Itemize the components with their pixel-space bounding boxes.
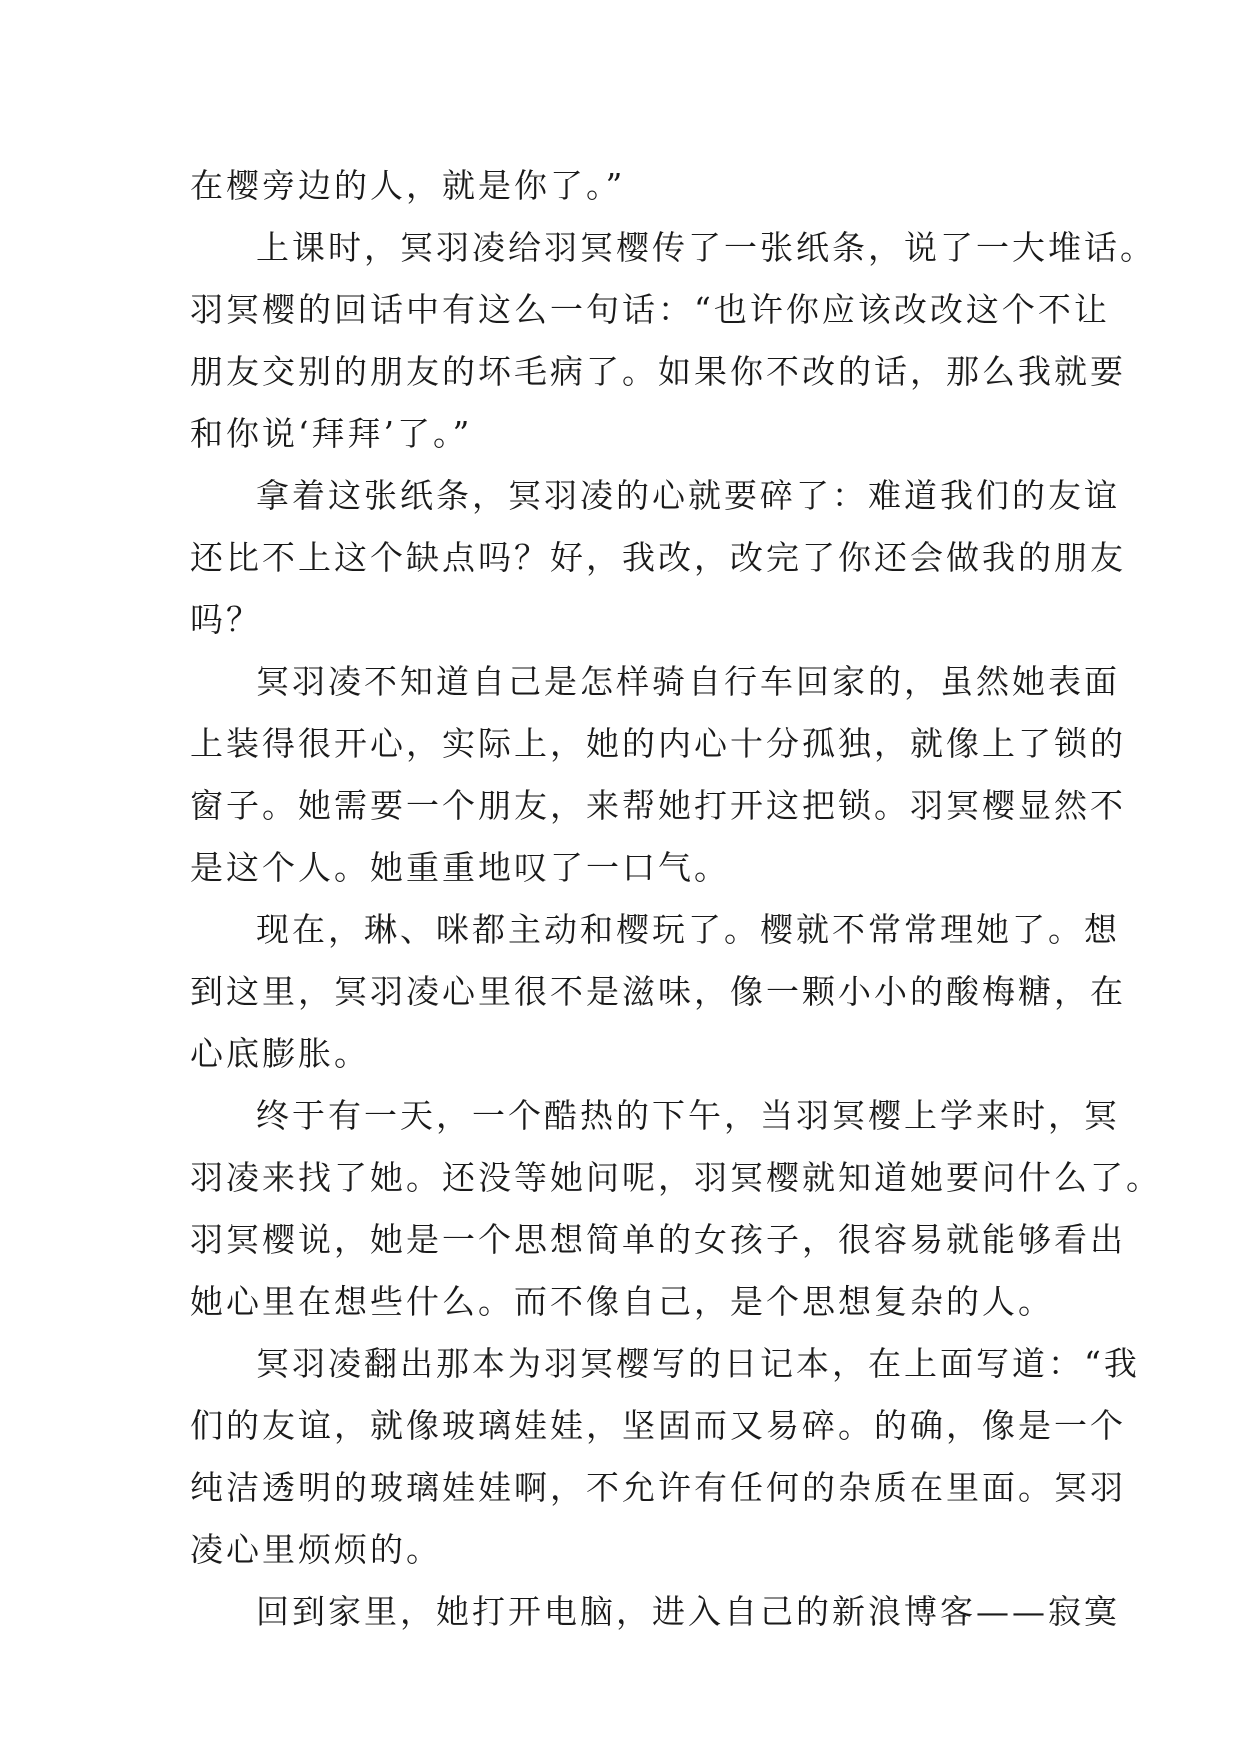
text-line: 到这里，冥羽凌心里很不是滋味，像一颗小小的酸梅糖，在 [190, 972, 1126, 1011]
text-line: 上装得很开心，实际上，她的内心十分孤独，就像上了锁的 [190, 724, 1126, 763]
text-line: 在樱旁边的人，就是你了。” [190, 166, 626, 205]
text-line: 还比不上这个缺点吗？好，我改，改完了你还会做我的朋友 [190, 538, 1126, 577]
text-line: 凌心里烦烦的。 [190, 1530, 442, 1569]
text-line: 朋友交别的朋友的坏毛病了。如果你不改的话，那么我就要 [190, 352, 1126, 391]
text-line: 是这个人。她重重地叹了一口气。 [190, 848, 730, 887]
paragraph-first-line: 终于有一天，一个酷热的下午，当羽冥樱上学来时，冥 [256, 1096, 1120, 1135]
text-line: 纯洁透明的玻璃娃娃啊，不允许有任何的杂质在里面。冥羽 [190, 1468, 1126, 1507]
text-line: 们的友谊，就像玻璃娃娃，坚固而又易碎。的确，像是一个 [190, 1406, 1126, 1445]
document-body [190, 155, 1162, 1643]
paragraph-first-line: 现在，琳、咪都主动和樱玩了。樱就不常常理她了。想 [256, 910, 1120, 949]
text-line: 吗？ [190, 600, 262, 639]
text-line: 羽冥樱说，她是一个思想简单的女孩子，很容易就能够看出 [190, 1220, 1126, 1259]
text-line: 和你说‘拜拜’了。” [190, 414, 473, 453]
text-line: 羽凌来找了她。还没等她问呢，羽冥樱就知道她要问什么了。 [190, 1158, 1162, 1197]
paragraph-first-line: 上课时，冥羽凌给羽冥樱传了一张纸条，说了一大堆话。 [256, 228, 1156, 267]
paragraph-first-line: 回到家里，她打开电脑，进入自己的新浪博客——寂寞 [256, 1592, 1120, 1631]
paragraph-first-line: 冥羽凌翻出那本为羽冥樱写的日记本，在上面写道：“我 [256, 1344, 1140, 1383]
paragraph-first-line: 拿着这张纸条，冥羽凌的心就要碎了：难道我们的友谊 [256, 476, 1120, 515]
paragraph-first-line: 冥羽凌不知道自己是怎样骑自行车回家的，虽然她表面 [256, 662, 1120, 701]
text-line: 心底膨胀。 [190, 1034, 370, 1073]
text-line: 羽冥樱的回话中有这么一句话：“也许你应该改改这个不让 [190, 290, 1110, 329]
text-line: 窗子。她需要一个朋友，来帮她打开这把锁。羽冥樱显然不 [190, 786, 1126, 825]
text-line: 她心里在想些什么。而不像自己，是个思想复杂的人。 [190, 1282, 1054, 1321]
